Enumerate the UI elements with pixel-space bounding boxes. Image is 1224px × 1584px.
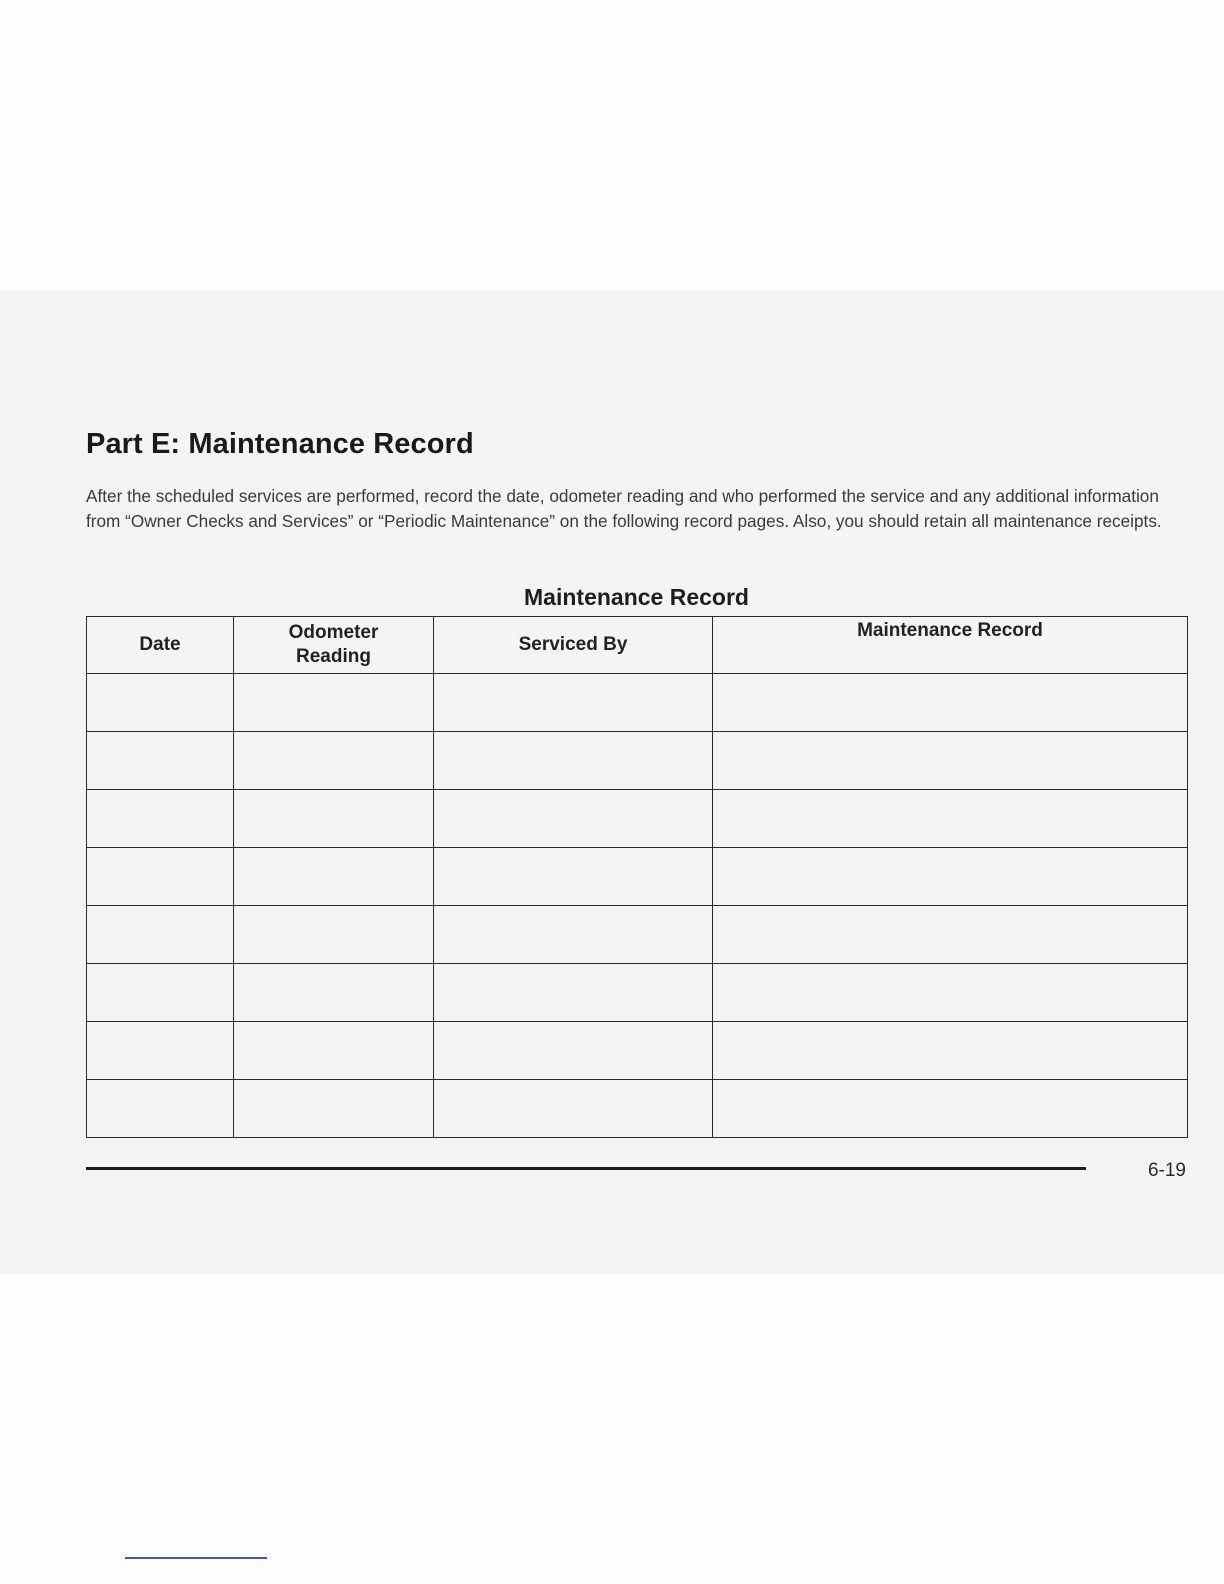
column-header-date-label: Date bbox=[139, 634, 181, 655]
page-number: 6-19 bbox=[1147, 1160, 1186, 1181]
table-caption: Maintenance Record bbox=[524, 584, 749, 610]
record-cell-odometer bbox=[234, 906, 434, 964]
column-header-date bbox=[87, 617, 234, 674]
record-cell-serviced-by bbox=[434, 1022, 713, 1080]
record-cell-odometer bbox=[234, 1022, 434, 1080]
record-cell-serviced-by bbox=[434, 1080, 713, 1138]
record-cell-serviced-by bbox=[434, 906, 713, 964]
record-cell-date bbox=[87, 732, 234, 790]
record-cell-date bbox=[87, 906, 234, 964]
intro-paragraph: After the scheduled services are performed, record the date, odometer reading and who performed the service and any additional information from “Owner Checks and Services” or “Periodic Maintenance” on the following record pages. Also, you should retain all maintenance receipts. bbox=[86, 486, 1162, 531]
table-row bbox=[87, 906, 1188, 964]
bottom-link-underline bbox=[125, 1557, 267, 1559]
record-cell-serviced-by bbox=[434, 790, 713, 848]
record-cell-record bbox=[713, 674, 1188, 732]
record-cell-record bbox=[713, 964, 1188, 1022]
table-row bbox=[87, 674, 1188, 732]
column-header-serviced-by-label: Serviced By bbox=[518, 634, 628, 655]
table-row bbox=[87, 964, 1188, 1022]
maintenance-record-table bbox=[86, 616, 1188, 1138]
record-cell-date bbox=[87, 1022, 234, 1080]
table-header-row bbox=[87, 617, 1188, 674]
record-cell-date bbox=[87, 674, 234, 732]
record-cell-odometer bbox=[234, 732, 434, 790]
table-row bbox=[87, 790, 1188, 848]
record-cell-date bbox=[87, 1080, 234, 1138]
record-cell-odometer bbox=[234, 674, 434, 732]
record-cell-record bbox=[713, 1022, 1188, 1080]
record-cell-odometer bbox=[234, 964, 434, 1022]
column-header-maintenance-record bbox=[713, 617, 1188, 674]
record-cell-odometer bbox=[234, 1080, 434, 1138]
column-header-odometer-line2: Reading bbox=[296, 646, 371, 667]
column-header-odometer bbox=[234, 617, 434, 674]
record-cell-record bbox=[713, 1080, 1188, 1138]
page-title: Part E: Maintenance Record bbox=[86, 428, 474, 460]
record-cell-date bbox=[87, 848, 234, 906]
record-cell-serviced-by bbox=[434, 674, 713, 732]
record-cell-date bbox=[87, 790, 234, 848]
record-cell-odometer bbox=[234, 790, 434, 848]
table-row bbox=[87, 1022, 1188, 1080]
column-header-serviced-by bbox=[434, 617, 713, 674]
record-cell-record bbox=[713, 790, 1188, 848]
record-cell-odometer bbox=[234, 848, 434, 906]
column-header-maintenance-record-label: Maintenance Record bbox=[857, 620, 1043, 641]
record-cell-serviced-by bbox=[434, 848, 713, 906]
record-cell-date bbox=[87, 964, 234, 1022]
record-cell-serviced-by bbox=[434, 964, 713, 1022]
record-cell-record bbox=[713, 906, 1188, 964]
table-row bbox=[87, 732, 1188, 790]
record-cell-record bbox=[713, 848, 1188, 906]
table-row bbox=[87, 848, 1188, 906]
record-cell-serviced-by bbox=[434, 732, 713, 790]
record-cell-record bbox=[713, 732, 1188, 790]
footer-rule bbox=[86, 1167, 1086, 1170]
column-header-odometer-line1: Odometer bbox=[288, 622, 379, 643]
table-row bbox=[87, 1080, 1188, 1138]
